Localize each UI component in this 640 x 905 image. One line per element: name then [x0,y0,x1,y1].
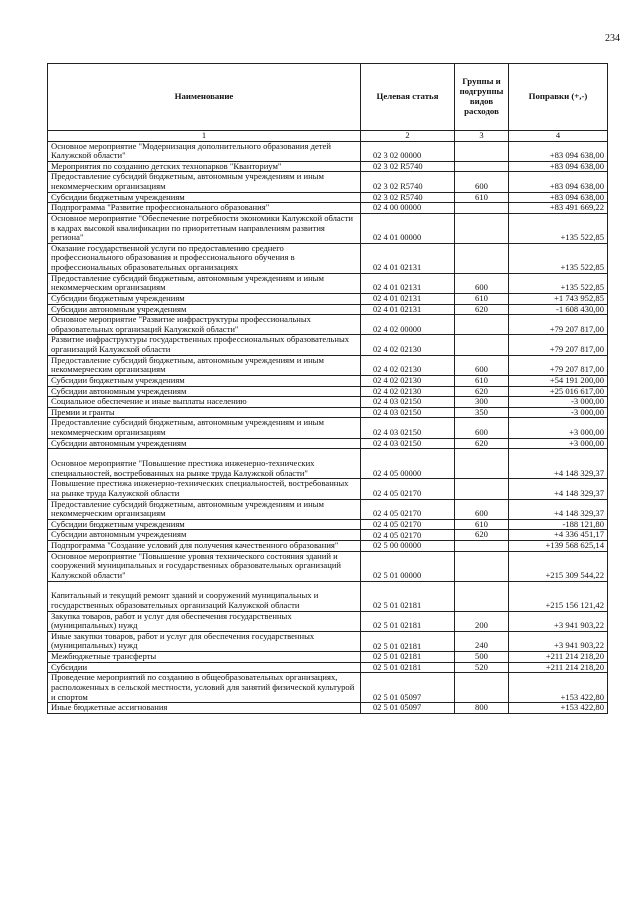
table-row [48,673,608,703]
row-amount: +54 191 200,00 [509,375,608,386]
row-group-code: 300 [455,397,509,408]
row-name: Предоставление субсидий бюджетным, автономным учреждениям и иным некоммерческим организациям [48,273,361,293]
row-target-code: 02 4 05 02170 [361,479,455,499]
row-target-code: 02 5 01 02181 [361,611,455,631]
table-row [48,407,608,418]
row-name: Субсидии автономным учреждениям [48,386,361,397]
row-name: Мероприятия по созданию детских технопарков "Кванториум" [48,161,361,172]
row-target-code: 02 4 05 02170 [361,530,455,541]
row-group-code [455,551,509,581]
row-target-code: 02 4 03 02150 [361,438,455,449]
row-target-code: 02 4 01 02131 [361,293,455,304]
table-row [48,499,608,519]
row-group-code [455,335,509,355]
row-target-code: 02 5 01 05097 [361,703,455,714]
row-amount: +3 941 903,22 [509,611,608,631]
row-group-code: 500 [455,652,509,663]
row-name: Оказание государственной услуги по предоставлению среднего профессионального образования и профессионального обучения в профессиональных образовательных организациях [48,243,361,273]
table-row [48,631,608,651]
row-name: Капитальный и текущий ремонт зданий и сооружений муниципальных и государственных образовательных организаций Калужской области [48,581,361,611]
row-name: Развитие инфраструктуры государственных профессиональных образовательных организаций Калужской области [48,335,361,355]
table-row [48,438,608,449]
row-group-code: 610 [455,519,509,530]
row-target-code: 02 4 05 02170 [361,499,455,519]
row-target-code: 02 4 00 00000 [361,203,455,214]
row-group-code: 610 [455,375,509,386]
row-name: Субсидии бюджетным учреждениям [48,519,361,530]
header-group: Группы и подгруппы видов расходов [455,64,509,131]
table-row [48,315,608,335]
row-name: Основное мероприятие "Повышение престижа инженерно-технических специальностей, востребованных на рынке труда Калужской области" [48,449,361,479]
table-row [48,304,608,315]
row-target-code: 02 4 03 02150 [361,407,455,418]
table-row [48,662,608,673]
table-row [48,418,608,438]
row-name: Субсидии бюджетным учреждениям [48,293,361,304]
row-group-code [455,449,509,479]
row-target-code: 02 4 02 02130 [361,386,455,397]
row-name: Социальное обеспечение и иные выплаты населению [48,397,361,408]
table-row [48,449,608,479]
header-name: Наименование [48,64,361,131]
row-target-code: 02 3 02 00000 [361,141,455,161]
page-number: 234 [605,33,620,44]
row-amount: +135 522,85 [509,243,608,273]
row-group-code: 800 [455,703,509,714]
row-group-code [455,673,509,703]
row-name: Иные закупки товаров, работ и услуг для обеспечения государственных (муниципальных) нужд [48,631,361,651]
row-amount: +135 522,85 [509,273,608,293]
row-name: Субсидии [48,662,361,673]
column-number: 3 [455,131,509,142]
row-amount: +1 743 952,85 [509,293,608,304]
row-target-code: 02 5 01 02181 [361,662,455,673]
row-target-code: 02 4 05 00000 [361,449,455,479]
row-name: Предоставление субсидий бюджетным, автономным учреждениям и иным некоммерческим организациям [48,499,361,519]
row-name: Проведение мероприятий по созданию в общеобразовательных организациях, расположенных в сельской местности, условий для занятий физической культурой и спортом [48,673,361,703]
row-amount: +79 207 817,00 [509,355,608,375]
column-number-row [48,131,608,142]
row-target-code: 02 5 01 00000 [361,551,455,581]
row-name: Повышение престижа инженерно-технических специальностей, востребованных на рынке труда Калужской области [48,479,361,499]
row-amount: +79 207 817,00 [509,335,608,355]
row-target-code: 02 4 03 02150 [361,397,455,408]
table-row [48,519,608,530]
table-row [48,203,608,214]
row-amount: -3 000,00 [509,397,608,408]
row-group-code: 620 [455,304,509,315]
table-row [48,386,608,397]
row-name: Премии и гранты [48,407,361,418]
row-amount: +83 491 669,22 [509,203,608,214]
row-amount: +211 214 218,20 [509,652,608,663]
row-group-code [455,315,509,335]
table-row [48,703,608,714]
table-row [48,652,608,663]
row-group-code: 620 [455,386,509,397]
row-target-code: 02 4 03 02150 [361,418,455,438]
row-name: Межбюджетные трансферты [48,652,361,663]
table-row [48,551,608,581]
row-target-code: 02 5 01 02181 [361,631,455,651]
table-row [48,161,608,172]
row-name: Подпрограмма "Развитие профессионального образования" [48,203,361,214]
row-amount: -1 608 430,00 [509,304,608,315]
row-amount: -188 121,80 [509,519,608,530]
row-group-code: 600 [455,273,509,293]
row-amount: +79 207 817,00 [509,315,608,335]
table-row [48,293,608,304]
row-target-code: 02 5 01 02181 [361,581,455,611]
header-amendment: Поправки (+,-) [509,64,608,131]
row-name: Предоставление субсидий бюджетным, автономным учреждениям и иным некоммерческим организациям [48,172,361,192]
row-group-code: 620 [455,438,509,449]
row-target-code: 02 4 01 00000 [361,213,455,243]
row-target-code: 02 4 01 02131 [361,243,455,273]
row-amount: +215 309 544,22 [509,551,608,581]
row-group-code [455,161,509,172]
row-group-code: 600 [455,499,509,519]
row-name: Подпрограмма "Создание условий для получения качественного образования" [48,541,361,552]
table-row [48,530,608,541]
row-group-code: 200 [455,611,509,631]
column-number: 2 [361,131,455,142]
table-row [48,541,608,552]
row-amount: +3 941 903,22 [509,631,608,651]
row-group-code [455,141,509,161]
row-name: Основное мероприятие "Повышение уровня технического состояния зданий и сооружений муниципальных и государственных образовательных организаций Калужской области" [48,551,361,581]
row-amount: +139 568 625,14 [509,541,608,552]
table-row [48,172,608,192]
table-row [48,581,608,611]
table-row [48,335,608,355]
row-target-code: 02 4 01 02131 [361,273,455,293]
row-group-code [455,243,509,273]
row-amount: +25 016 617,00 [509,386,608,397]
row-group-code: 620 [455,530,509,541]
row-name: Предоставление субсидий бюджетным, автономным учреждениям и иным некоммерческим организациям [48,355,361,375]
row-name: Предоставление субсидий бюджетным, автономным учреждениям и иным некоммерческим организациям [48,418,361,438]
budget-table [47,63,608,714]
row-target-code: 02 4 02 02130 [361,335,455,355]
row-amount: +83 094 638,00 [509,192,608,203]
row-name: Закупка товаров, работ и услуг для обеспечения государственных (муниципальных) нужд [48,611,361,631]
row-amount: +4 148 329,37 [509,499,608,519]
row-name: Основное мероприятие "Развитие инфраструктуры профессиональных образовательных организаций Калужской области" [48,315,361,335]
row-amount: +153 422,80 [509,703,608,714]
row-group-code: 610 [455,192,509,203]
table-row [48,375,608,386]
table-row [48,273,608,293]
table-row [48,243,608,273]
row-amount: +4 336 451,17 [509,530,608,541]
row-target-code: 02 4 05 02170 [361,519,455,530]
row-name: Субсидии автономным учреждениям [48,530,361,541]
table-row [48,397,608,408]
row-group-code: 240 [455,631,509,651]
row-target-code: 02 4 01 02131 [361,304,455,315]
row-target-code: 02 3 02 R5740 [361,172,455,192]
row-amount: +4 148 329,37 [509,479,608,499]
row-amount: +3 000,00 [509,418,608,438]
row-target-code: 02 5 01 05097 [361,673,455,703]
row-target-code: 02 5 00 00000 [361,541,455,552]
row-name: Иные бюджетные ассигнования [48,703,361,714]
table-row [48,479,608,499]
row-target-code: 02 3 02 R5740 [361,192,455,203]
row-group-code [455,203,509,214]
row-group-code: 600 [455,418,509,438]
row-group-code: 610 [455,293,509,304]
row-target-code: 02 3 02 R5740 [361,161,455,172]
row-group-code: 520 [455,662,509,673]
row-group-code [455,541,509,552]
row-amount: +135 522,85 [509,213,608,243]
row-amount: +83 094 638,00 [509,161,608,172]
table-row [48,141,608,161]
row-name: Субсидии автономным учреждениям [48,304,361,315]
row-amount: +3 000,00 [509,438,608,449]
row-amount: +153 422,80 [509,673,608,703]
header-row [48,64,608,131]
row-amount: +211 214 218,20 [509,662,608,673]
table-row [48,213,608,243]
row-name: Основное мероприятие "Обеспечение потребности экономики Калужской области в кадрах высокой квалификации по приоритетным направлениям развития региона" [48,213,361,243]
row-target-code: 02 5 01 02181 [361,652,455,663]
header-target: Целевая статья [361,64,455,131]
row-group-code [455,213,509,243]
row-name: Субсидии автономным учреждениям [48,438,361,449]
row-target-code: 02 4 02 02130 [361,375,455,386]
table-body [48,141,608,713]
row-name: Субсидии бюджетным учреждениям [48,192,361,203]
row-amount: +83 094 638,00 [509,172,608,192]
row-target-code: 02 4 02 02130 [361,355,455,375]
row-amount: +4 148 329,37 [509,449,608,479]
row-group-code [455,479,509,499]
row-group-code: 350 [455,407,509,418]
table-row [48,355,608,375]
row-name: Основное мероприятие "Модернизация дополнительного образования детей Калужской области" [48,141,361,161]
row-amount: -3 000,00 [509,407,608,418]
table-row [48,192,608,203]
column-number: 4 [509,131,608,142]
row-group-code [455,581,509,611]
column-number: 1 [48,131,361,142]
row-amount: +215 156 121,42 [509,581,608,611]
row-target-code: 02 4 02 00000 [361,315,455,335]
row-name: Субсидии бюджетным учреждениям [48,375,361,386]
row-amount: +83 094 638,00 [509,141,608,161]
table-row [48,611,608,631]
row-group-code: 600 [455,172,509,192]
row-group-code: 600 [455,355,509,375]
